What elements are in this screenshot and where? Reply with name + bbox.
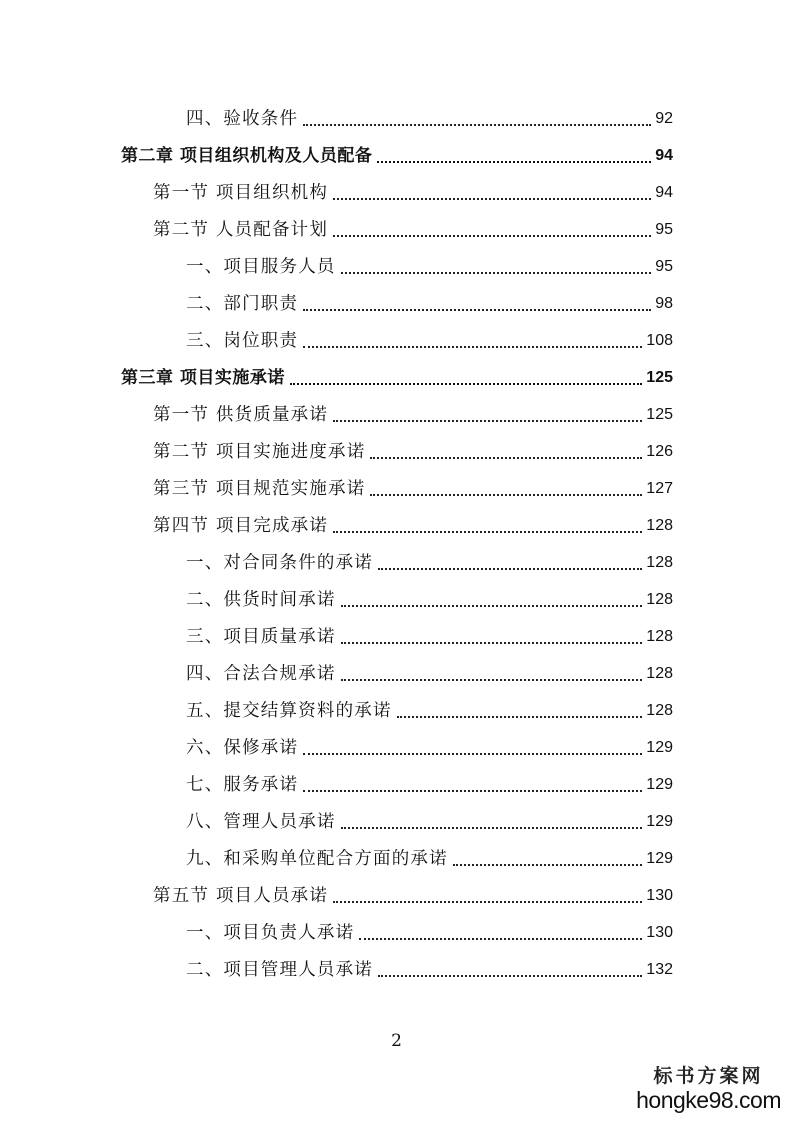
toc-entry[interactable] (186, 733, 673, 763)
toc-entry-label: 二、部门职责 (186, 294, 299, 314)
toc-entry[interactable] (153, 178, 673, 208)
toc-entry-label: 一、项目负责人承诺 (186, 923, 355, 943)
toc-entry-label: 三、项目质量承诺 (186, 627, 336, 647)
toc-leader-dots (453, 864, 642, 866)
toc-entry[interactable] (186, 252, 673, 282)
toc-chapter-entry[interactable] (121, 141, 673, 171)
toc-entry-label: 第二节 人员配备计划 (153, 220, 329, 240)
toc-leader-dots (341, 642, 643, 644)
toc-entry-label: 第四节 项目完成承诺 (153, 516, 329, 536)
toc-entry[interactable] (153, 437, 673, 467)
toc-leader-dots (303, 346, 642, 348)
toc-entry-page: 108 (646, 332, 673, 349)
toc-entry-label: 第一节 供货质量承诺 (153, 405, 329, 425)
toc-entry-label: 三、岗位职责 (186, 331, 299, 351)
toc-entry[interactable] (186, 548, 673, 578)
toc-entry-page: 95 (655, 258, 673, 275)
toc-leader-dots (333, 198, 651, 200)
toc-entry[interactable] (186, 844, 673, 874)
toc-leader-dots (290, 383, 642, 385)
toc-chapter-entry[interactable] (121, 363, 673, 393)
toc-entry-page: 92 (655, 110, 673, 127)
toc-entry-page: 95 (655, 221, 673, 238)
toc-leader-dots (333, 901, 642, 903)
toc-entry[interactable] (153, 215, 673, 245)
page-number: 2 (391, 1031, 402, 1051)
toc-entry-page: 129 (646, 850, 673, 867)
toc-entry[interactable] (186, 104, 673, 134)
toc-leader-dots (303, 309, 651, 311)
watermark-logo (636, 1061, 781, 1112)
toc-leader-dots (333, 531, 642, 533)
toc-entry[interactable] (186, 289, 673, 319)
toc-entry-page: 94 (655, 147, 673, 164)
toc-chapter-label: 第二章 项目组织机构及人员配备 (121, 146, 373, 166)
toc-entry-label: 六、保修承诺 (186, 738, 299, 758)
toc-entry-page: 128 (646, 517, 673, 534)
toc-entry-page: 125 (646, 406, 673, 423)
toc-entry-page: 126 (646, 443, 673, 460)
watermark-title: 标书方案网 (653, 1065, 764, 1087)
toc-entry[interactable] (186, 622, 673, 652)
toc-leader-dots (341, 679, 643, 681)
toc-entry-page: 132 (646, 961, 673, 978)
toc-entry[interactable] (186, 770, 673, 800)
toc-entry[interactable] (186, 918, 673, 948)
toc-entry-label: 八、管理人员承诺 (186, 812, 336, 832)
toc-entry-label: 二、供货时间承诺 (186, 590, 336, 610)
toc-entry-page: 128 (646, 591, 673, 608)
toc-entry[interactable] (153, 881, 673, 911)
toc-entry-page: 128 (646, 665, 673, 682)
toc-entry-page: 130 (646, 924, 673, 941)
toc-leader-dots (303, 790, 642, 792)
toc-entry-page: 98 (655, 295, 673, 312)
toc-entry[interactable] (186, 659, 673, 689)
toc-leader-dots (378, 975, 642, 977)
toc-entry-label: 第五节 项目人员承诺 (153, 886, 329, 906)
watermark-site: hongke98.com (636, 1087, 781, 1113)
toc-entry[interactable] (186, 326, 673, 356)
toc-leader-dots (359, 938, 642, 940)
toc-leader-dots (341, 827, 643, 829)
toc-entry-label: 第二节 项目实施进度承诺 (153, 442, 366, 462)
toc-entry-label: 一、对合同条件的承诺 (186, 553, 373, 573)
toc-entry[interactable] (186, 955, 673, 985)
toc-entry[interactable] (186, 585, 673, 615)
toc-leader-dots (341, 605, 643, 607)
toc-entry-label: 七、服务承诺 (186, 775, 299, 795)
toc-leader-dots (378, 568, 642, 570)
toc-leader-dots (303, 124, 651, 126)
toc-entry-page: 129 (646, 813, 673, 830)
toc-entry[interactable] (186, 696, 673, 726)
toc-entry-page: 128 (646, 702, 673, 719)
toc-entry-label: 四、验收条件 (186, 109, 299, 129)
toc-entry-label: 四、合法合规承诺 (186, 664, 336, 684)
toc-leader-dots (377, 161, 651, 163)
toc-entry-label: 五、提交结算资料的承诺 (186, 701, 392, 721)
toc-entry-label: 第一节 项目组织机构 (153, 183, 329, 203)
toc-entry[interactable] (153, 511, 673, 541)
toc-leader-dots (341, 272, 652, 274)
toc-leader-dots (333, 235, 651, 237)
toc-leader-dots (370, 494, 642, 496)
toc-entry-label: 第三节 项目规范实施承诺 (153, 479, 366, 499)
toc-leader-dots (370, 457, 642, 459)
toc-entry-page: 129 (646, 739, 673, 756)
toc-leader-dots (333, 420, 642, 422)
toc-chapter-label: 第三章 项目实施承诺 (121, 368, 285, 388)
toc-entry[interactable] (186, 807, 673, 837)
toc-entry-page: 127 (646, 480, 673, 497)
toc-entry-label: 二、项目管理人员承诺 (186, 960, 373, 980)
toc-entry-page: 128 (646, 554, 673, 571)
toc-entry-page: 94 (655, 184, 673, 201)
toc-entry-page: 125 (646, 369, 673, 386)
toc-entry-page: 130 (646, 887, 673, 904)
toc-entry-page: 129 (646, 776, 673, 793)
toc-entry-page: 128 (646, 628, 673, 645)
toc-leader-dots (303, 753, 642, 755)
toc-entry[interactable] (153, 400, 673, 430)
toc-entry-label: 九、和采购单位配合方面的承诺 (186, 849, 448, 869)
toc-entry[interactable] (153, 474, 673, 504)
toc-leader-dots (397, 716, 643, 718)
toc-entry-label: 一、项目服务人员 (186, 257, 336, 277)
